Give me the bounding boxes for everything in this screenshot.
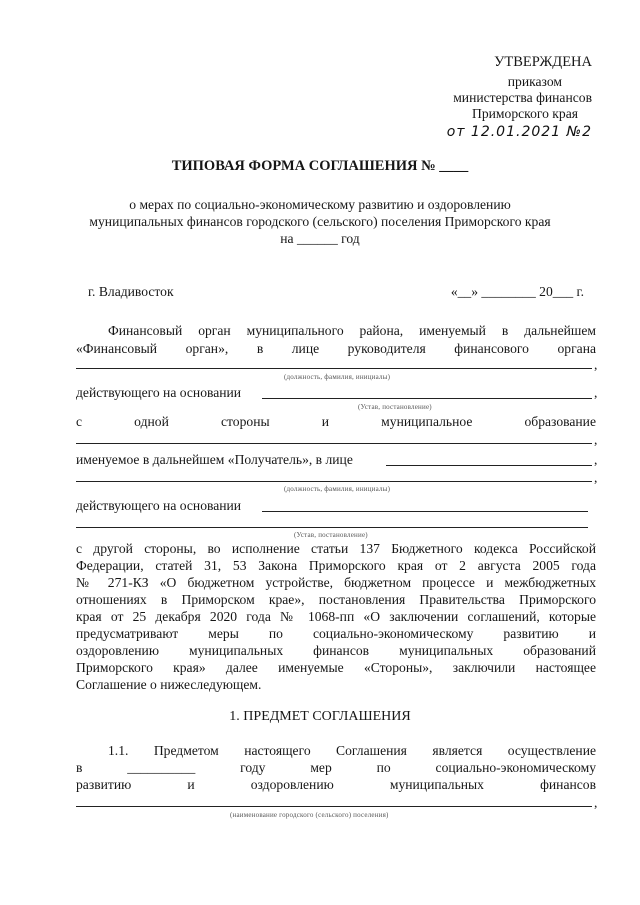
para2-line-3: № 271-КЗ «О бюджетном устройстве, бюджетном процессе и межбюджетных [76, 575, 596, 590]
section-1-line-3: развитию и оздоровлению муниципальных финансов [76, 777, 596, 792]
para1-line-2: «Финансовый орган», в лице руководителя финансового органа [76, 341, 596, 356]
section-1-line-2: в __________ году мер по социально-экономическому [76, 760, 596, 775]
section-1-title: 1. ПРЕДМЕТ СОГЛАШЕНИЯ [229, 709, 411, 724]
comma-mark: , [594, 452, 598, 467]
comma-mark: , [594, 470, 598, 485]
fill-line [76, 443, 592, 444]
caption-charter-resolution: (Устав, постановление) [294, 531, 368, 539]
approval-line-3: Приморского края [472, 106, 578, 121]
comma-mark: , [594, 385, 598, 400]
subheading-line-1: о мерах по социально-экономическому развитию и оздоровлению [129, 197, 511, 212]
fill-line [386, 465, 592, 466]
caption-settlement-name: (наименование городского (сельского) поселения) [230, 811, 389, 819]
para1-line-1: Финансовый орган муниципального района, именуемый в дальнейшем [108, 323, 596, 338]
fill-line [76, 368, 592, 369]
para2-line-6: предусматривают меры по социально-экономическому развитию и [76, 626, 596, 641]
comma-mark: , [594, 432, 598, 447]
para2-line-1: с другой стороны, во исполнение статьи 137 Бюджетного кодекса Российской [76, 541, 596, 556]
para1-line-6: действующего на основании [76, 498, 242, 513]
comma-mark: , [594, 357, 598, 372]
place: г. Владивосток [88, 284, 174, 299]
fill-line [76, 481, 592, 482]
fill-line [262, 511, 588, 512]
fill-line [76, 527, 588, 528]
caption-position-name: (должность, фамилия, инициалы) [284, 485, 391, 493]
para2-line-8: Приморского края» далее именуемые «Стороны», заключили настоящее [76, 660, 596, 675]
comma-mark: , [594, 795, 598, 810]
para2-line-2: Федерации, статей 31, 53 Закона Приморского края от 2 августа 2005 года [76, 558, 596, 573]
form-heading: ТИПОВАЯ ФОРМА СОГЛАШЕНИЯ № ____ [171, 158, 469, 174]
para2-line-4: отношениях в Приморском крае», постановления Правительства Приморского [76, 592, 596, 607]
agreement-date: «__» ________ 20___ г. [450, 284, 584, 299]
handwritten-order-number: от 12.01.2021 №2 [446, 124, 592, 140]
caption-charter-resolution: (Устав, постановление) [358, 403, 432, 411]
approval-block [447, 54, 592, 140]
subheading-line-3: на ______ год [280, 231, 360, 246]
para2-line-9: Соглашение о нижеследующем. [76, 677, 262, 692]
approval-line-2: министерства финансов [453, 90, 592, 105]
para1-line-4: с одной стороны и муниципальное образование [76, 414, 596, 429]
para1-line-3: действующего на основании [76, 385, 242, 400]
caption-position-name: (должность, фамилия, инициалы) [284, 373, 391, 381]
approval-line-1: приказом [507, 74, 562, 89]
section-1-line-1: 1.1. Предметом настоящего Соглашения является осуществление [108, 743, 596, 758]
fill-line [262, 398, 592, 399]
approval-title: УТВЕРЖДЕНА [494, 54, 592, 70]
subheading-line-2: муниципальных финансов городского (сельского) поселения Приморского края [89, 214, 551, 229]
para1-line-5: именуемое в дальнейшем «Получатель», в лице [76, 452, 353, 467]
para2-line-5: края от 25 декабря 2020 года № 1068-пп «О заключении соглашений, которые [76, 609, 596, 624]
fill-line [76, 806, 592, 807]
para2-line-7: оздоровлению муниципальных финансов муниципальных образований [76, 643, 596, 658]
